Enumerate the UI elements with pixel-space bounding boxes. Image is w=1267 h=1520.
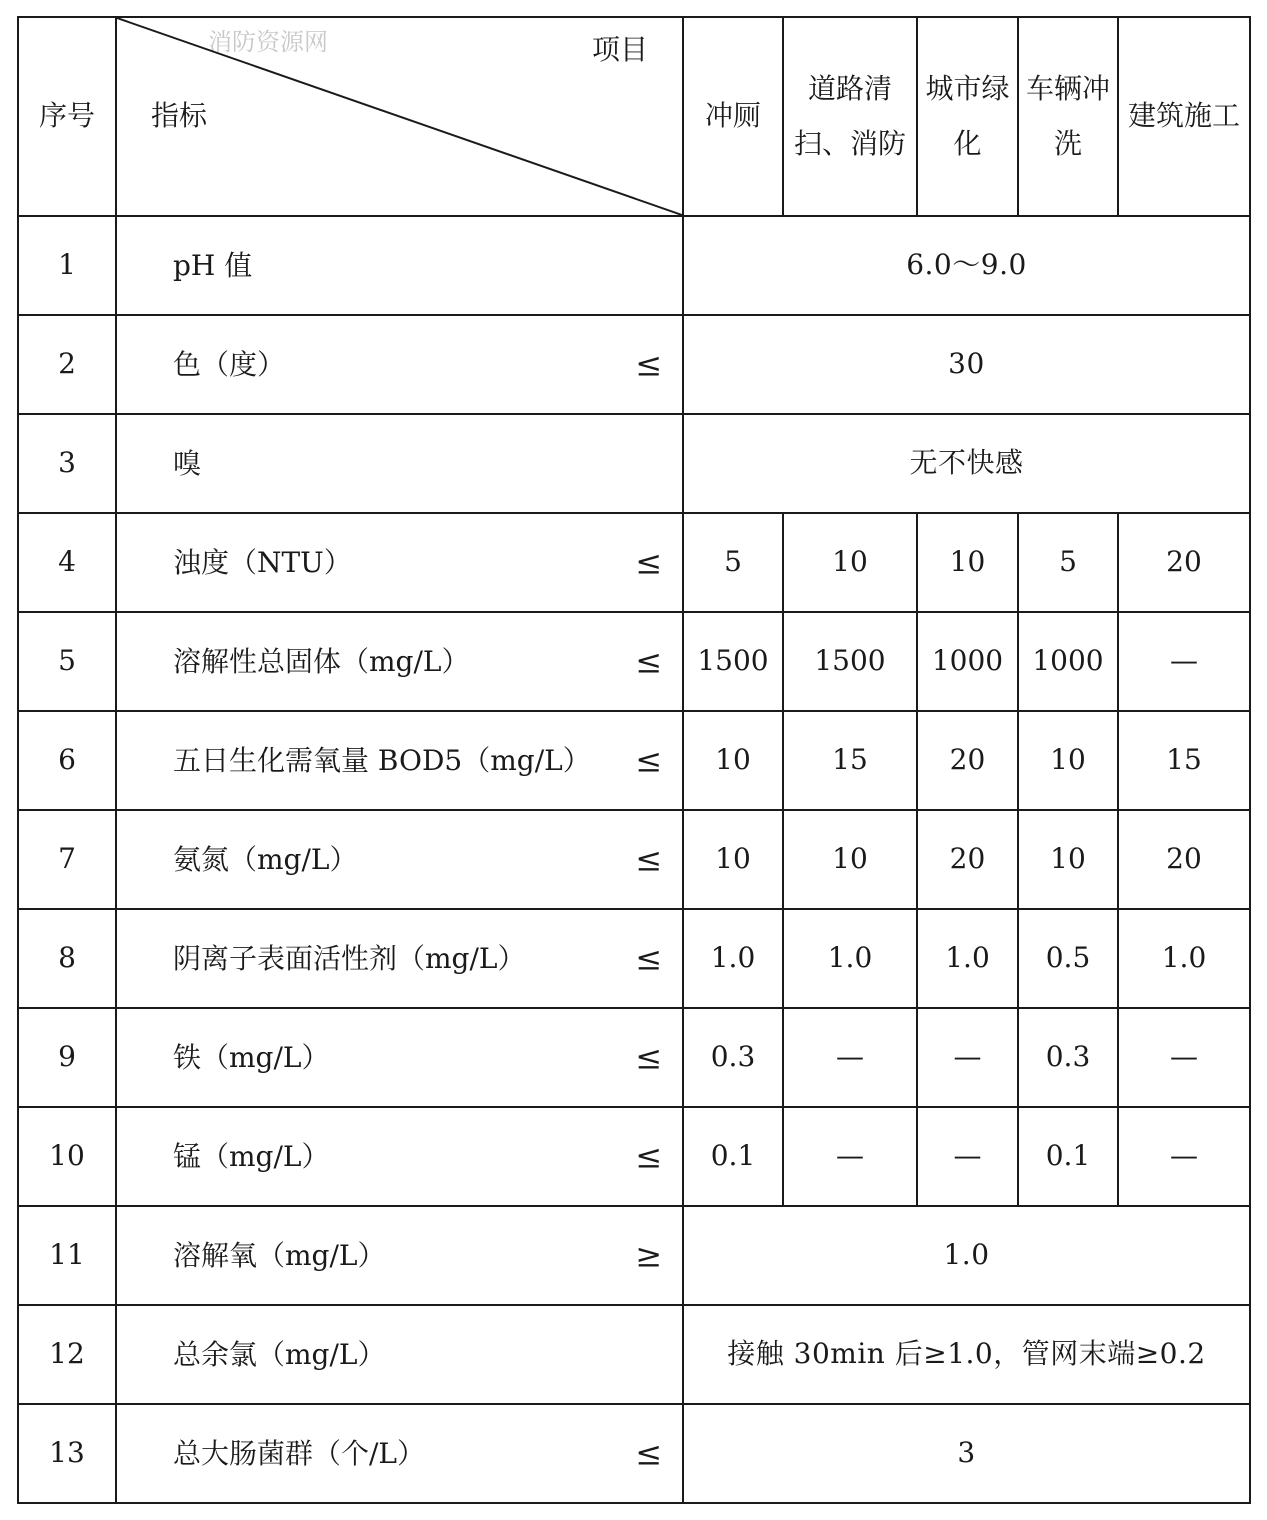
header-col-label: 冲厕 — [704, 99, 761, 133]
limit-operator: ≤ — [635, 741, 662, 780]
value-cell: 1500 — [783, 612, 917, 711]
indicator-name: 铁（mg/L） — [173, 1040, 330, 1074]
row-indicator — [116, 612, 683, 711]
value-cell: 10 — [783, 810, 917, 909]
limit-operator: ≤ — [635, 345, 662, 384]
row-seq: 9 — [18, 1008, 116, 1107]
row-seq: 7 — [18, 810, 116, 909]
table-row — [18, 1305, 1250, 1404]
value-cell: 1000 — [917, 612, 1018, 711]
row-indicator — [116, 513, 683, 612]
table-row — [18, 711, 1250, 810]
limit-operator: ≤ — [635, 1137, 662, 1176]
row-seq: 3 — [18, 414, 116, 513]
header-row — [18, 17, 1250, 216]
header-col-construction — [1118, 17, 1250, 216]
value-cell: 0.3 — [1018, 1008, 1118, 1107]
row-indicator — [116, 414, 683, 513]
row-seq: 11 — [18, 1206, 116, 1305]
value-cell: 1500 — [683, 612, 783, 711]
header-index-label: 指标 — [151, 99, 208, 132]
indicator-name: 总余氯（mg/L） — [173, 1337, 386, 1371]
row-seq: 2 — [18, 315, 116, 414]
value-cell: 10 — [683, 711, 783, 810]
row-indicator — [116, 1107, 683, 1206]
limit-operator: ≤ — [635, 939, 662, 978]
indicator-name: 溶解氧（mg/L） — [173, 1238, 386, 1272]
value-cell: — — [783, 1107, 917, 1206]
value-cell: — — [783, 1008, 917, 1107]
merged-value-cell: 接触 30min 后≥1.0，管网末端≥0.2 — [683, 1305, 1250, 1404]
row-indicator — [116, 1008, 683, 1107]
row-indicator — [116, 810, 683, 909]
header-col-vehicle — [1018, 17, 1118, 216]
row-indicator — [116, 909, 683, 1008]
table-row — [18, 909, 1250, 1008]
table-row — [18, 1107, 1250, 1206]
limit-operator: ≥ — [635, 1236, 662, 1275]
table-row — [18, 1008, 1250, 1107]
value-cell: 20 — [1118, 513, 1250, 612]
limit-operator: ≤ — [635, 1434, 662, 1473]
indicator-name: 锰（mg/L） — [173, 1139, 330, 1173]
value-cell: 1000 — [1018, 612, 1118, 711]
indicator-name: 总大肠菌群（个/L） — [173, 1436, 426, 1470]
value-cell: 10 — [1018, 711, 1118, 810]
limit-operator: ≤ — [635, 543, 662, 582]
table-row — [18, 513, 1250, 612]
row-indicator — [116, 1305, 683, 1404]
value-cell: 1.0 — [783, 909, 917, 1008]
value-cell: 1.0 — [683, 909, 783, 1008]
indicator-name: 氨氮（mg/L） — [173, 842, 358, 876]
merged-value-cell: 3 — [683, 1404, 1250, 1503]
row-seq: 8 — [18, 909, 116, 1008]
table-row — [18, 414, 1250, 513]
merged-value-cell: 1.0 — [683, 1206, 1250, 1305]
indicator-name: 五日生化需氧量 BOD5（mg/L） — [173, 743, 591, 777]
table-row — [18, 612, 1250, 711]
merged-value-cell: 无不快感 — [683, 414, 1250, 513]
indicator-name: 浊度（NTU） — [173, 545, 352, 579]
table-row — [18, 216, 1250, 315]
value-cell: 10 — [783, 513, 917, 612]
value-cell: — — [1118, 612, 1250, 711]
row-seq: 6 — [18, 711, 116, 810]
value-cell: 0.5 — [1018, 909, 1118, 1008]
header-col-road — [783, 17, 917, 216]
limit-operator: ≤ — [635, 840, 662, 879]
value-cell: 15 — [783, 711, 917, 810]
merged-value-cell: 30 — [683, 315, 1250, 414]
merged-value-cell: 6.0～9.0 — [683, 216, 1250, 315]
limit-operator: ≤ — [635, 1038, 662, 1077]
indicator-name: 嗅 — [173, 446, 202, 480]
header-diagonal-cell — [116, 17, 683, 216]
value-cell: 15 — [1118, 711, 1250, 810]
value-cell: 5 — [683, 513, 783, 612]
value-cell: 0.1 — [1018, 1107, 1118, 1206]
header-col-flush — [683, 17, 783, 216]
header-col-label: 建筑施工 — [1127, 99, 1240, 133]
header-col-label: 道路清扫、消防 — [793, 71, 906, 160]
row-indicator — [116, 1206, 683, 1305]
value-cell: 0.1 — [683, 1107, 783, 1206]
value-cell: — — [1118, 1107, 1250, 1206]
row-seq: 13 — [18, 1404, 116, 1503]
value-cell: 10 — [1018, 810, 1118, 909]
row-seq: 12 — [18, 1305, 116, 1404]
header-col-green — [917, 17, 1018, 216]
indicator-name: 溶解性总固体（mg/L） — [173, 644, 470, 678]
value-cell: 10 — [683, 810, 783, 909]
row-indicator — [116, 315, 683, 414]
value-cell: 1.0 — [917, 909, 1018, 1008]
indicator-name: 色（度） — [173, 347, 286, 381]
row-seq: 5 — [18, 612, 116, 711]
value-cell: 20 — [917, 810, 1018, 909]
indicator-name: pH 值 — [173, 248, 253, 282]
value-cell: 20 — [917, 711, 1018, 810]
watermark: 消防资源网 — [208, 28, 328, 56]
value-cell: 10 — [917, 513, 1018, 612]
header-seq: 序号 — [18, 17, 116, 216]
row-indicator — [116, 216, 683, 315]
header-col-label: 城市绿化 — [925, 71, 1010, 160]
table-row — [18, 1206, 1250, 1305]
table-row — [18, 1404, 1250, 1503]
water-quality-table — [17, 16, 1251, 1504]
table-row — [18, 315, 1250, 414]
value-cell: 1.0 — [1118, 909, 1250, 1008]
value-cell: 20 — [1118, 810, 1250, 909]
value-cell: — — [917, 1107, 1018, 1206]
row-indicator — [116, 711, 683, 810]
row-indicator — [116, 1404, 683, 1503]
row-seq: 1 — [18, 216, 116, 315]
value-cell: — — [1118, 1008, 1250, 1107]
limit-operator: ≤ — [635, 642, 662, 681]
value-cell: 5 — [1018, 513, 1118, 612]
value-cell: — — [917, 1008, 1018, 1107]
row-seq: 10 — [18, 1107, 116, 1206]
indicator-name: 阴离子表面活性剂（mg/L） — [173, 941, 526, 975]
value-cell: 0.3 — [683, 1008, 783, 1107]
row-seq: 4 — [18, 513, 116, 612]
header-col-label: 车辆冲洗 — [1025, 71, 1110, 160]
header-item-label: 项目 — [591, 33, 648, 66]
table-row — [18, 810, 1250, 909]
